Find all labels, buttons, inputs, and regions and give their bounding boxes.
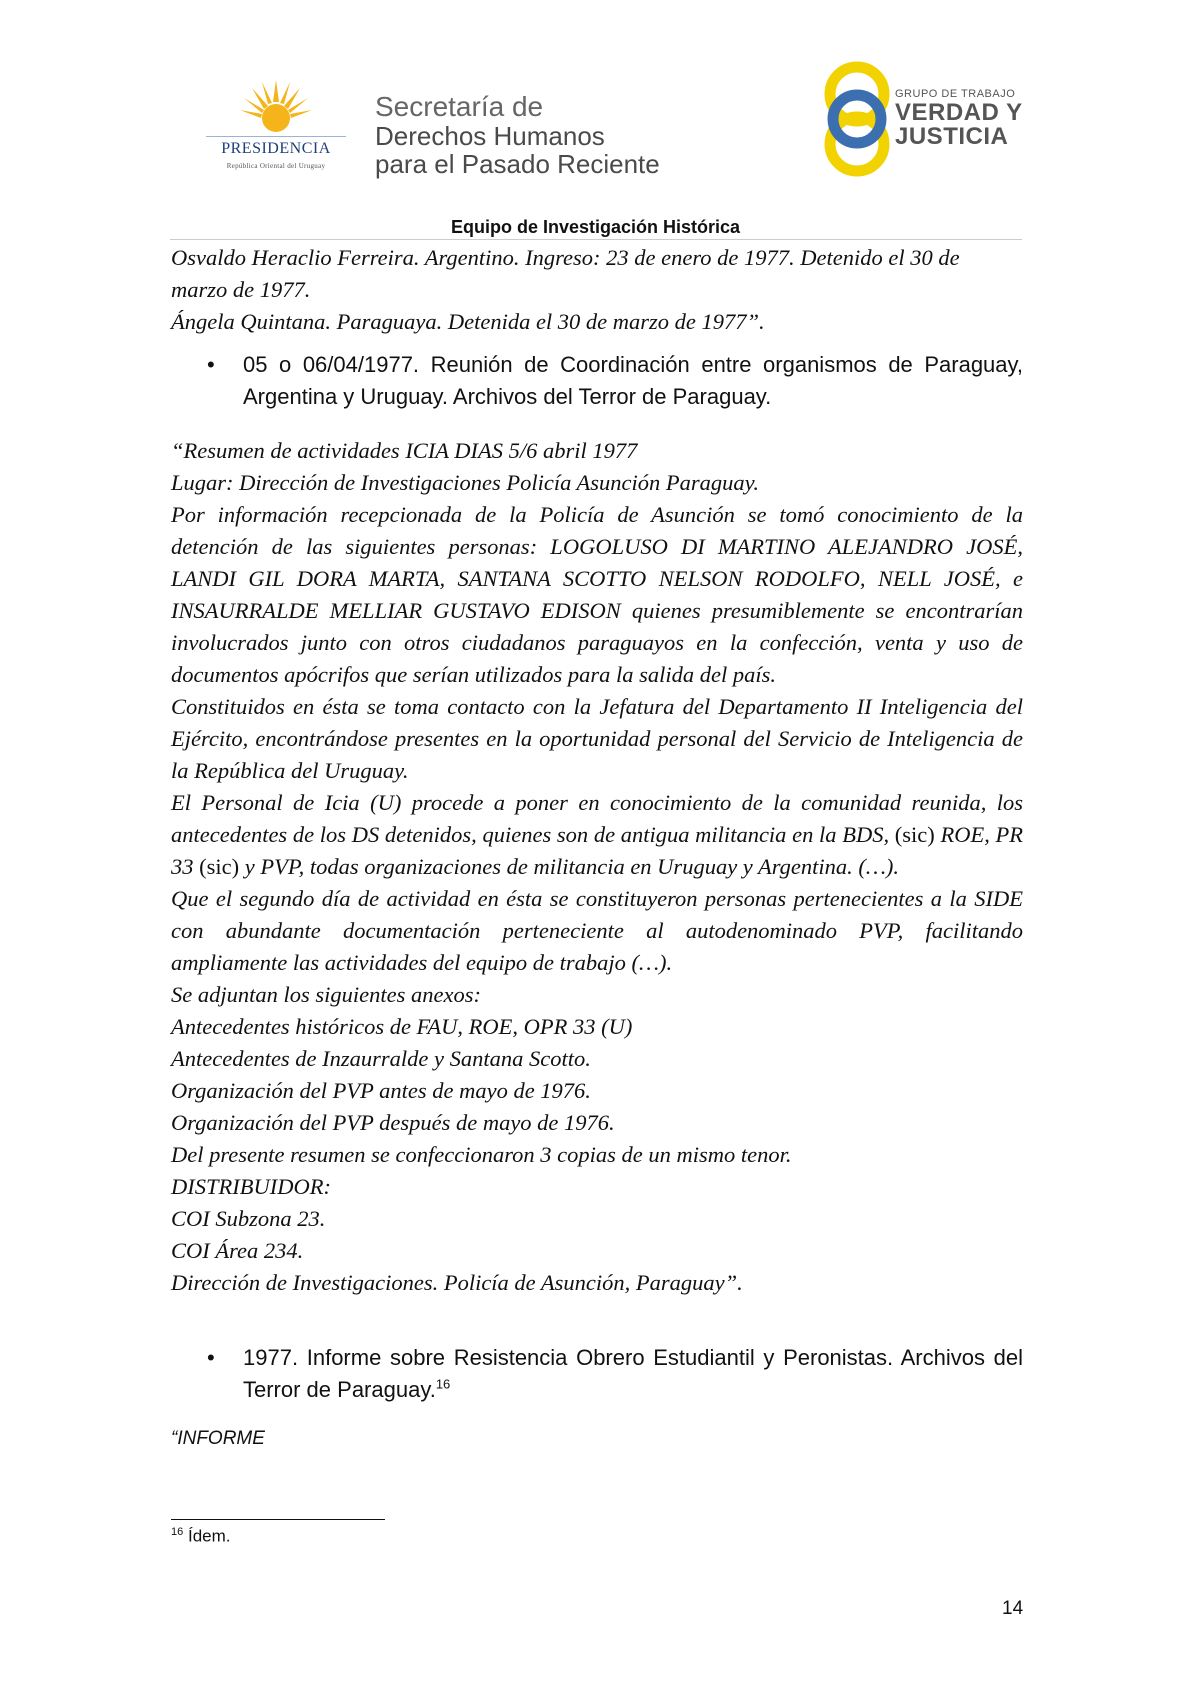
secretaria-logo-text [375,92,660,178]
quote-p5-part-c: y PVP, todas organizaciones de militancia en Uruguay y Argentina. (…). [244,854,900,879]
quote-paragraph-side: Que el segundo día de actividad en ésta se constituyeron personas pertenecientes a la SIDE con abundante documentación perteneciente al autodenominado PVP, facilitando ampliamente las actividades del equipo de trabajo (…). [171,886,1023,975]
bullet-marker: • [207,352,215,377]
page-number: 14 [1002,1598,1024,1619]
sic-note-1: (sic) [894,822,935,847]
quote-annex-4: Organización del PVP después de mayo de 1976. [171,1110,615,1135]
quote-annex-3: Organización del PVP antes de mayo de 1976. [171,1078,591,1103]
secretaria-line-1: Secretaría de [375,91,544,122]
quote-paragraph-contact: Constituidos en ésta se toma contacto con la Jefatura del Departamento II Inteligencia del Ejército, encontrándose presentes en la oportunidad personal del Servicio de Inteligencia de la República del Uruguay. [171,694,1023,783]
presidencia-divider [206,136,346,137]
vj-justicia-label: JUSTICIA [895,123,1009,150]
quote-paragraph-detentions: Por información recepcionada de la Policía de Asunción se tomó conocimiento de la detención de las siguientes personas: LOGOLUSO DI MARTINO ALEJANDRO JOSÉ, LANDI GIL DORA MARTA, SANTANA SCOTTO NELSON RODOLFO, NELL JOSÉ, e INSAURRALDE MELLIAR GUSTAVO EDISON quienes presumiblemente se encontrarían involucrados junto con otros ciudadanos paraguayos en la confección, venta y uso de documentos apócrifos que serían utilizados para la salida del país. [171,502,1023,687]
quote-distributor-2: COI Área 234. [171,1238,304,1263]
quote-signature: Dirección de Investigaciones. Policía de Asunción, Paraguay”. [171,1270,743,1295]
quote-p5-part-b: ROE, PR 33 [171,822,1023,879]
quote-place: Lugar: Dirección de Investigaciones Policía Asunción Paraguay. [171,470,760,495]
bullet-text-1: 05 o 06/04/1977. Reunión de Coordinación entre organismos de Paraguay, Argentina y Uruguay. Archivos del Terror de Paraguay. [243,352,1023,409]
quote-p5-part-a: El Personal de Icia (U) procede a poner en conocimiento de la comunidad reunida, los antecedentes de los DS detenidos, quienes son de antigua militancia en la BDS, [171,790,1023,847]
quote-annexes-intro: Se adjuntan los siguientes anexos: [171,982,481,1007]
presidencia-subtitle: República Oriental del Uruguay [226,162,326,170]
footnote-number: 16 [171,1526,184,1538]
quote-paragraph-personnel [171,787,1023,883]
intro-block [171,242,1023,338]
page-header-title: Equipo de Investigación Histórica [450,217,741,237]
bullet-text-2-body: 1977. Informe sobre Resistencia Obrero Estudiantil y Peronistas. Archivos del Terror de Paraguay. [243,1345,1023,1402]
presidencia-name: PRESIDENCIA [221,140,331,157]
bullet-item-2 [171,1342,1023,1406]
quote-annex-1: Antecedentes históricos de FAU, ROE, OPR 33 (U) [171,1014,633,1039]
quote-copies: Del presente resumen se confeccionaron 3 copias de un mismo tenor. [171,1142,792,1167]
verdad-justicia-logo-text [895,88,1023,149]
header-divider [170,239,1022,240]
bullet-text-2 [243,1342,1023,1406]
sun-emblem-icon [238,78,314,138]
vj-group-label: GRUPO DE TRABAJO [895,88,1016,100]
vj-verdad-label: VERDAD Y [895,99,1023,126]
intro-line-2: marzo de 1977. [171,277,311,302]
sic-note-2: (sic) [199,854,240,879]
informe-heading: “INFORME [171,1428,265,1449]
quote-distributor-label: DISTRIBUIDOR: [171,1174,331,1199]
quote-annex-2: Antecedentes de Inzaurralde y Santana Scotto. [171,1046,591,1071]
footnote-text: Ídem. [187,1526,231,1546]
verdad-justicia-rings-icon [822,58,892,180]
quote-title: “Resumen de actividades ICIA DIAS 5/6 abril 1977 [171,438,638,463]
quoted-report [171,435,1023,1299]
bullet-item-1 [171,349,1023,413]
footnote-divider [171,1519,385,1520]
secretaria-line-2: Derechos Humanos [375,121,605,151]
footnote [171,1526,231,1547]
quote-distributor-1: COI Subzona 23. [171,1206,326,1231]
intro-line-1: Osvaldo Heraclio Ferreira. Argentino. Ingreso: 23 de enero de 1977. Detenido el 30 de [171,245,960,270]
footnote-reference[interactable]: 16 [435,1376,451,1392]
intro-line-3: Ángela Quintana. Paraguaya. Detenida el 30 de marzo de 1977”. [171,309,765,334]
secretaria-line-3: para el Pasado Reciente [375,149,660,179]
presidencia-logo [196,78,356,178]
bullet-marker: • [207,1345,215,1370]
